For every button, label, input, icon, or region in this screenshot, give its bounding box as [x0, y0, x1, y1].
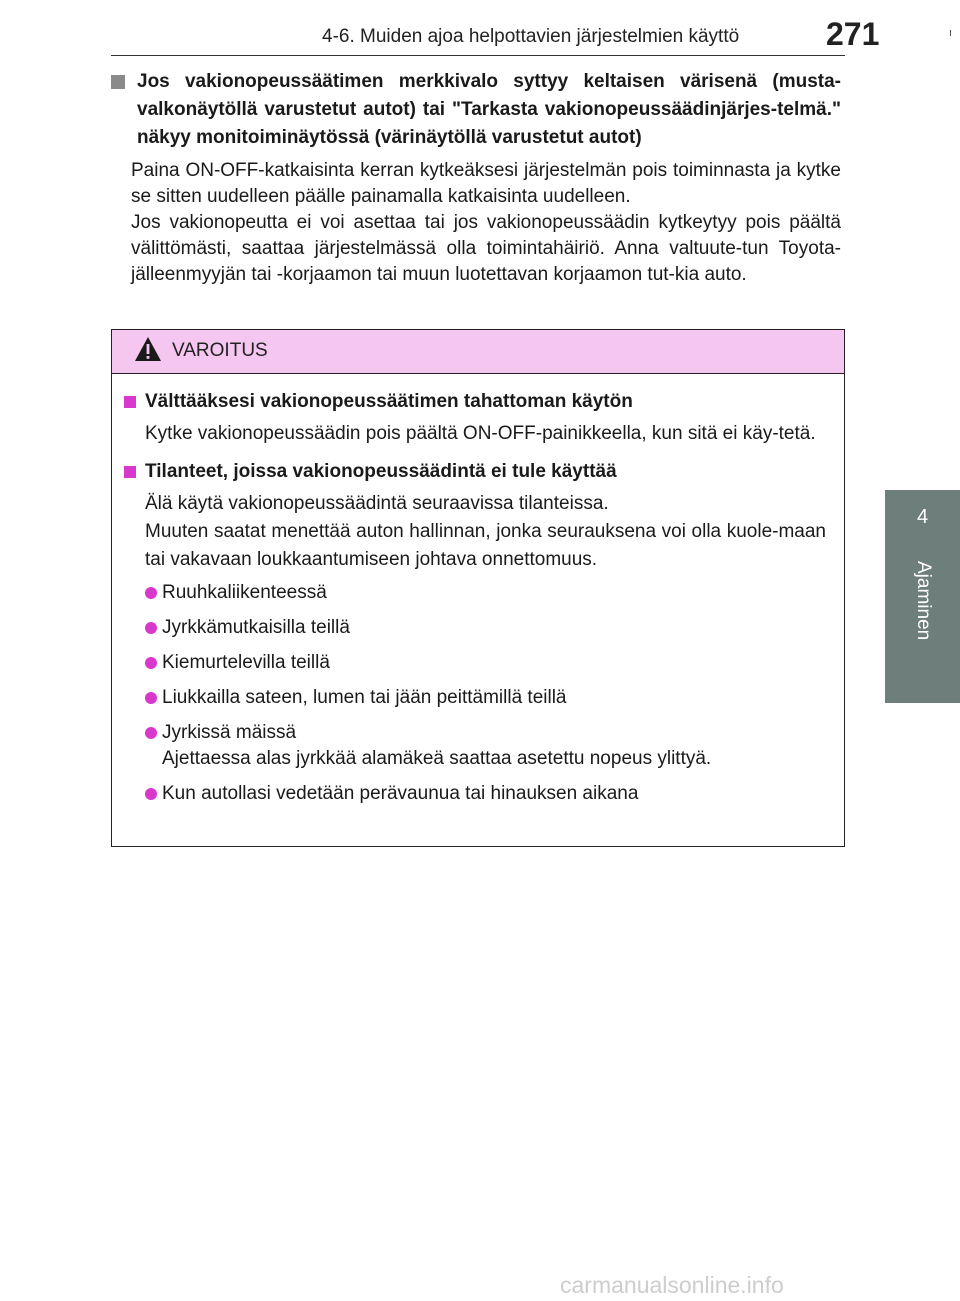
list-item: [145, 720, 826, 772]
list-item-text: Ruuhkaliikenteessä: [162, 582, 327, 603]
list-item: [145, 685, 826, 711]
list-item-text: Kun autollasi vedetään perävaunua tai hinauksen aikana: [162, 783, 639, 804]
square-bullet-icon: [111, 75, 131, 89]
list-item-text: Liukkailla sateen, lumen tai jään peittämillä teillä: [162, 687, 567, 708]
header-rule: [111, 55, 845, 56]
intro-section: [111, 68, 841, 288]
warning-title: VAROITUS: [172, 340, 268, 361]
intro-heading-text: Jos vakionopeussäätimen merkkivalo syttyy keltaisen värisenä (musta-valkonäytöllä varustetut autot) tai "Tarkasta vakionopeussäädinjärjes-telmä." näkyy monitoiminäytössä (värinäytöllä varustetut autot): [137, 71, 841, 148]
intro-paragraph: Jos vakionopeutta ei voi asettaa tai jos vakionopeussäädin kytkeytyy pois päältä välittömästi, saattaa järjestelmässä olla toimintahäiriö. Anna valtuute-tun Toyota-jälleenmyyjän tai -korjaamon tai muun luotettavan korjaamon tut-kia auto.: [131, 212, 841, 285]
square-bullet-icon: [124, 466, 141, 478]
round-bullet-icon: [145, 788, 159, 800]
warning-section-heading-text: Välttääksesi vakionopeussäätimen tahattoman käytön: [145, 391, 633, 412]
list-item: [145, 580, 826, 606]
chapter-tab: [885, 545, 960, 703]
warning-section-body: Kytke vakionopeussäädin pois päältä ON-OFF-painikkeella, kun sitä ei käy-tetä.: [145, 423, 816, 444]
list-item-text: Jyrkissä mäissä: [162, 722, 297, 743]
round-bullet-icon: [145, 622, 159, 634]
page-number: 271: [826, 16, 880, 52]
intro-heading: [111, 68, 841, 152]
warning-section-heading: [124, 458, 826, 486]
chapter-title: 4-6. Muiden ajoa helpottavien järjestelmien käyttö: [322, 26, 740, 47]
list-item: [145, 615, 826, 641]
intro-paragraph: Paina ON-OFF-katkaisinta kerran kytkeäksesi järjestelmän pois toiminnasta ja kytke se sitten uudelleen päälle painamalla katkaisinta uudelleen.: [131, 160, 841, 207]
list-item-note: Ajettaessa alas jyrkkää alamäkeä saattaa asetettu nopeus ylittyä.: [162, 748, 712, 769]
list-item: [145, 650, 826, 676]
crop-mark: [950, 30, 951, 36]
list-item-content: [162, 720, 711, 772]
chapter-tab-number: 4: [885, 490, 960, 545]
round-bullet-icon: [145, 587, 159, 599]
list-item-text: Jyrkkämutkaisilla teillä: [162, 617, 350, 638]
warning-content: [112, 374, 844, 807]
warning-triangle-icon: [134, 336, 162, 362]
warning-section: [124, 388, 826, 448]
chapter-tab-label: Ajaminen: [912, 561, 934, 641]
round-bullet-icon: [145, 692, 159, 704]
warning-section-body: Muuten saatat menettää auton hallinnan, jonka seurauksena voi olla kuole-maan tai vakavaan loukkaantumiseen johtava onnettomuus.: [145, 521, 826, 570]
round-bullet-icon: [145, 727, 159, 739]
watermark: carmanualsonline.info: [560, 1272, 784, 1298]
warning-section: [124, 458, 826, 807]
round-bullet-icon: [145, 657, 159, 669]
warning-section-body: Älä käytä vakionopeussäädintä seuraavissa tilanteissa.: [145, 493, 609, 514]
condition-list: [145, 580, 826, 807]
list-item: [145, 781, 826, 807]
warning-section-heading: [124, 388, 826, 416]
warning-section-heading-text: Tilanteet, joissa vakionopeussäädintä ei tule käyttää: [145, 461, 617, 482]
square-bullet-icon: [124, 396, 141, 408]
list-item-text: Kiemurtelevilla teillä: [162, 652, 330, 673]
warning-header: [112, 330, 844, 374]
warning-box: [111, 329, 845, 847]
